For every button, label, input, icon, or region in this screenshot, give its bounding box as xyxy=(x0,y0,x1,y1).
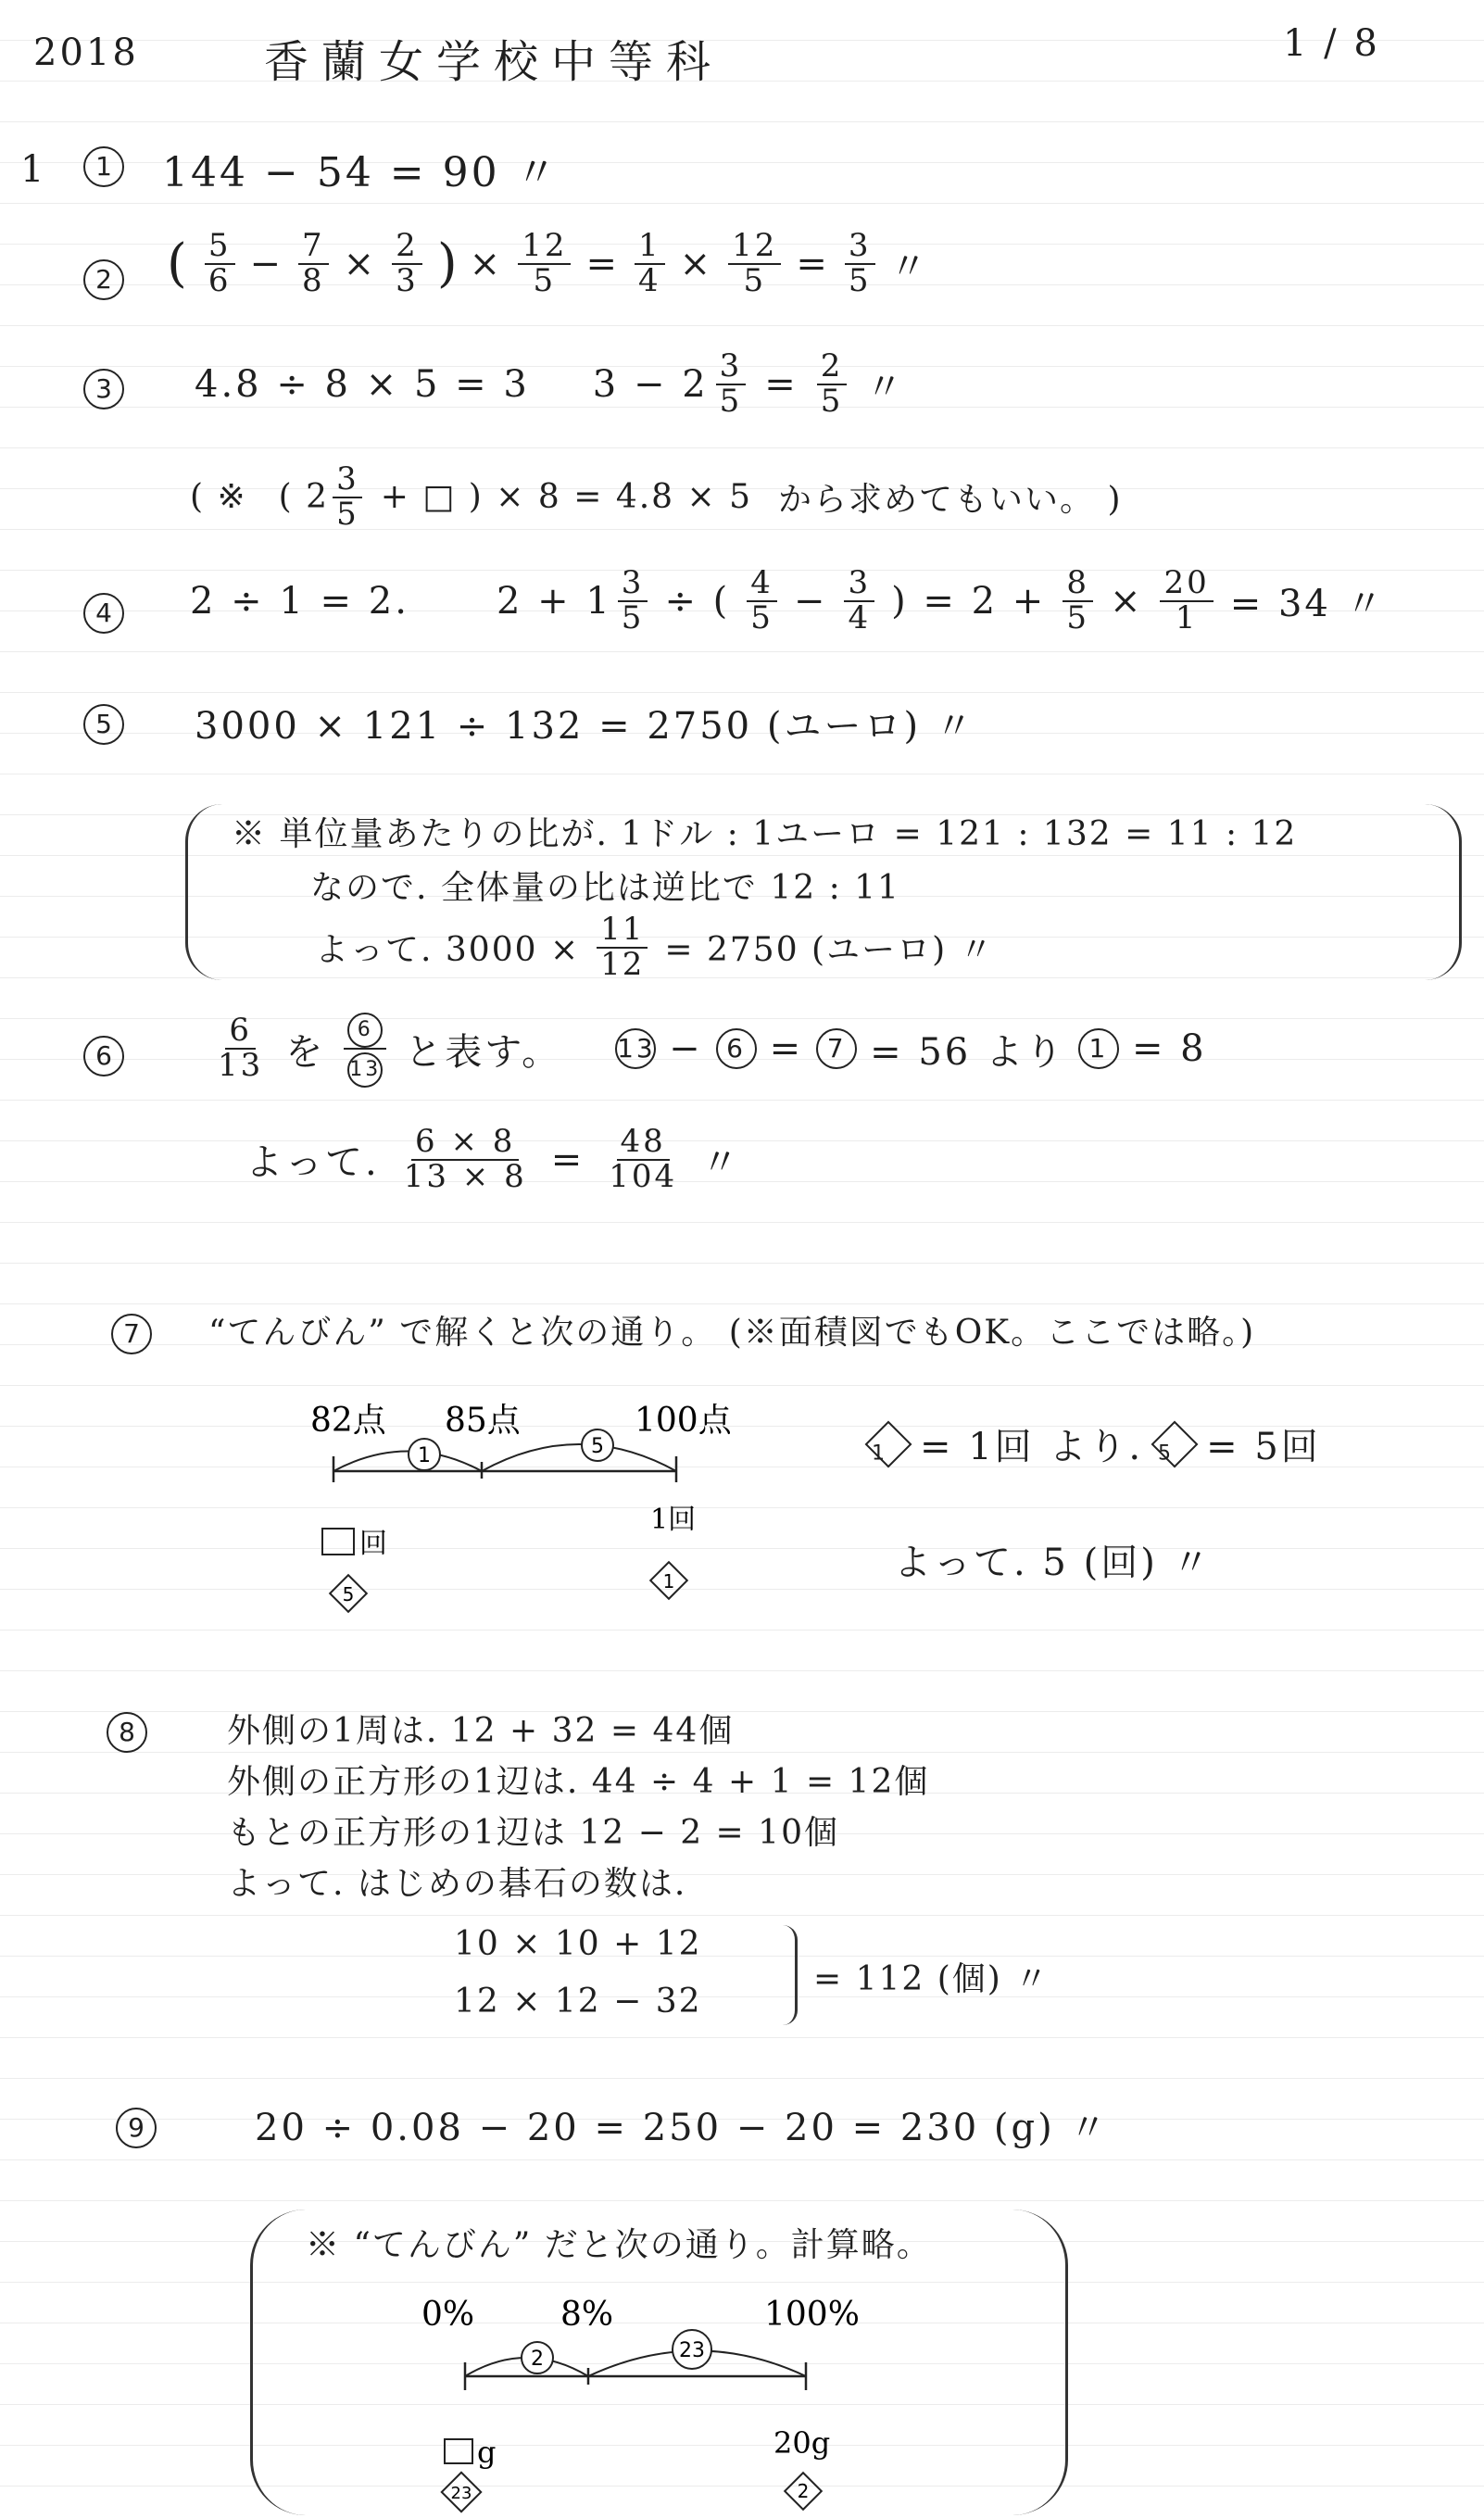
circled-23-text: 23 xyxy=(679,2339,705,2362)
problem-9-note-close-paren xyxy=(1010,2210,1068,2515)
left-bottom-label-9: g xyxy=(477,2435,497,2470)
problem-5-note-close-paren xyxy=(1422,804,1462,980)
problem-9-balance-diagram xyxy=(421,2288,860,2515)
problem-8-line3: もとの正方形の1辺は 12 − 2 = 10個 xyxy=(227,1814,839,1852)
problem-8-number: 8 xyxy=(107,1712,147,1753)
school-name: 香蘭女学校中等科 xyxy=(264,36,724,88)
problem-4-answer: 2 ÷ 1 = 2. 2 + 1 $\frac{3}{5}$ ÷ ( $\frac{4}{5}$ − $\frac{3}{4}$ ) = 2 + $\frac{8}{5}$ × $\frac{20}{1}$ = 34 〃 xyxy=(190,564,1386,636)
problem-9-note-open-paren xyxy=(250,2210,308,2515)
problem-6-number: 6 xyxy=(83,1036,124,1076)
circled-1-text: 1 xyxy=(418,1444,431,1467)
circled-5-text: 5 xyxy=(591,1435,604,1458)
problem-8-line1: 外側の1周は. 12 + 32 = 44個 xyxy=(227,1712,735,1750)
problem-7-result-2: よって. 5 (回) 〃 xyxy=(894,1542,1213,1584)
problem-5-answer: 3000 × 121 ÷ 132 = 2750 (ユーロ) 〃 xyxy=(195,705,975,748)
problem-9-number: 9 xyxy=(116,2108,157,2148)
problem-2-number: 2 xyxy=(83,259,124,300)
problem-3-answer: 4.8 ÷ 8 × 5 = 3 3 − 2 $\frac{3}{5}$ = $\frac{2}{5}$ 〃 xyxy=(195,347,906,420)
problem-5-note-open-paren xyxy=(185,804,225,980)
problem-1-number: 1 xyxy=(83,146,124,187)
left-bottom-label: 回 xyxy=(359,1528,387,1560)
problem-9-note: ※ “てんびん” だと次の通り。計算略。 xyxy=(306,2226,932,2264)
diamond-23-text: 23 xyxy=(450,2484,472,2503)
label-85: 85点 xyxy=(445,1402,521,1440)
problem-1-answer: 144 − 54 = 90 〃 xyxy=(162,149,560,196)
problem-7-result-1: 1 = 1回 より. 5 = 5回 xyxy=(866,1417,1321,1470)
problem-2-answer: ( $\frac{5}{6}$ − $\frac{7}{8}$ × $\frac{2}{3}$ ) × $\frac{12}{5}$ = $\frac{1}{4}$ × $\frac{12}{5}$ = $\frac{3}{5}$ 〃 xyxy=(167,227,930,299)
problem-3-note: ( ※ ( 2 $\frac{3}{5}$ + □ ) × 8 = 4.8 × 5 から求めてもいい。 ) xyxy=(190,460,1123,533)
problem-7-balance-diagram xyxy=(306,1390,750,1630)
label-8pct: 8% xyxy=(560,2296,614,2334)
problem-7-number: 7 xyxy=(111,1314,152,1354)
label-0pct: 0% xyxy=(421,2296,475,2334)
problem-4-number: 4 xyxy=(83,593,124,634)
section-number: 1 xyxy=(20,148,47,191)
problem-6-line2: よって. $\frac{6 \times 8}{13 \times 8}$ = $\frac{48}{104}$ 〃 xyxy=(245,1123,742,1195)
unknown-box xyxy=(322,1529,354,1555)
problem-9-answer: 20 ÷ 0.08 − 20 = 250 − 20 = 230 (g) 〃 xyxy=(255,2107,1110,2149)
problem-5-note-line3: よって. 3000 × $\frac{11}{12}$ = 2750 (ユーロ) 〃 xyxy=(315,911,995,983)
label-100: 100点 xyxy=(635,1402,732,1440)
diamond-1-text: 1 xyxy=(662,1570,675,1593)
arc-left xyxy=(333,1452,482,1472)
arc-right xyxy=(482,1444,676,1471)
problem-3-number: 3 xyxy=(83,369,124,409)
problem-5-number: 5 xyxy=(83,704,124,745)
problem-8-calc-b: 12 × 12 − 32 xyxy=(454,1983,702,2021)
label-100pct: 100% xyxy=(764,2296,860,2334)
problem-8-result: = 112 (個) 〃 xyxy=(813,1960,1050,1998)
right-bottom-label-9: 20g xyxy=(773,2425,831,2461)
problem-8-brace xyxy=(780,1925,798,2025)
circled-2-text: 2 xyxy=(531,2348,544,2371)
problem-6-line1: $\frac{6}{13}$ を $\frac{6}{13}$ と表す。 13 − 6 = 7 = 56 より 1 = 8 xyxy=(208,1010,1207,1088)
diamond-2-text: 2 xyxy=(797,2480,810,2502)
label-82: 82点 xyxy=(310,1402,386,1440)
problem-5-note-line2: なので. 全体量の比は逆比で 12 : 11 xyxy=(310,869,900,907)
problem-8-line4: よって. はじめの碁石の数は. xyxy=(227,1865,687,1903)
page-number: 1 / 8 xyxy=(1283,22,1380,65)
problem-7-intro: “てんびん” で解くと次の通り。 (※面積図でもOK。ここでは略。) xyxy=(208,1314,1256,1352)
right-bottom-label: 1回 xyxy=(650,1504,697,1536)
problem-5-note-line1: ※ 単位量あたりの比が. 1ドル : 1ユーロ = 121 : 132 = 11 : 12 xyxy=(232,815,1298,853)
problem-8-line2: 外側の正方形の1辺は. 44 ÷ 4 + 1 = 12個 xyxy=(227,1763,930,1801)
year-label: 2018 xyxy=(33,31,139,74)
diamond-5-text: 5 xyxy=(342,1583,355,1605)
unknown-box-9 xyxy=(445,2439,472,2463)
problem-8-calc-a: 10 × 10 + 12 xyxy=(454,1925,702,1963)
